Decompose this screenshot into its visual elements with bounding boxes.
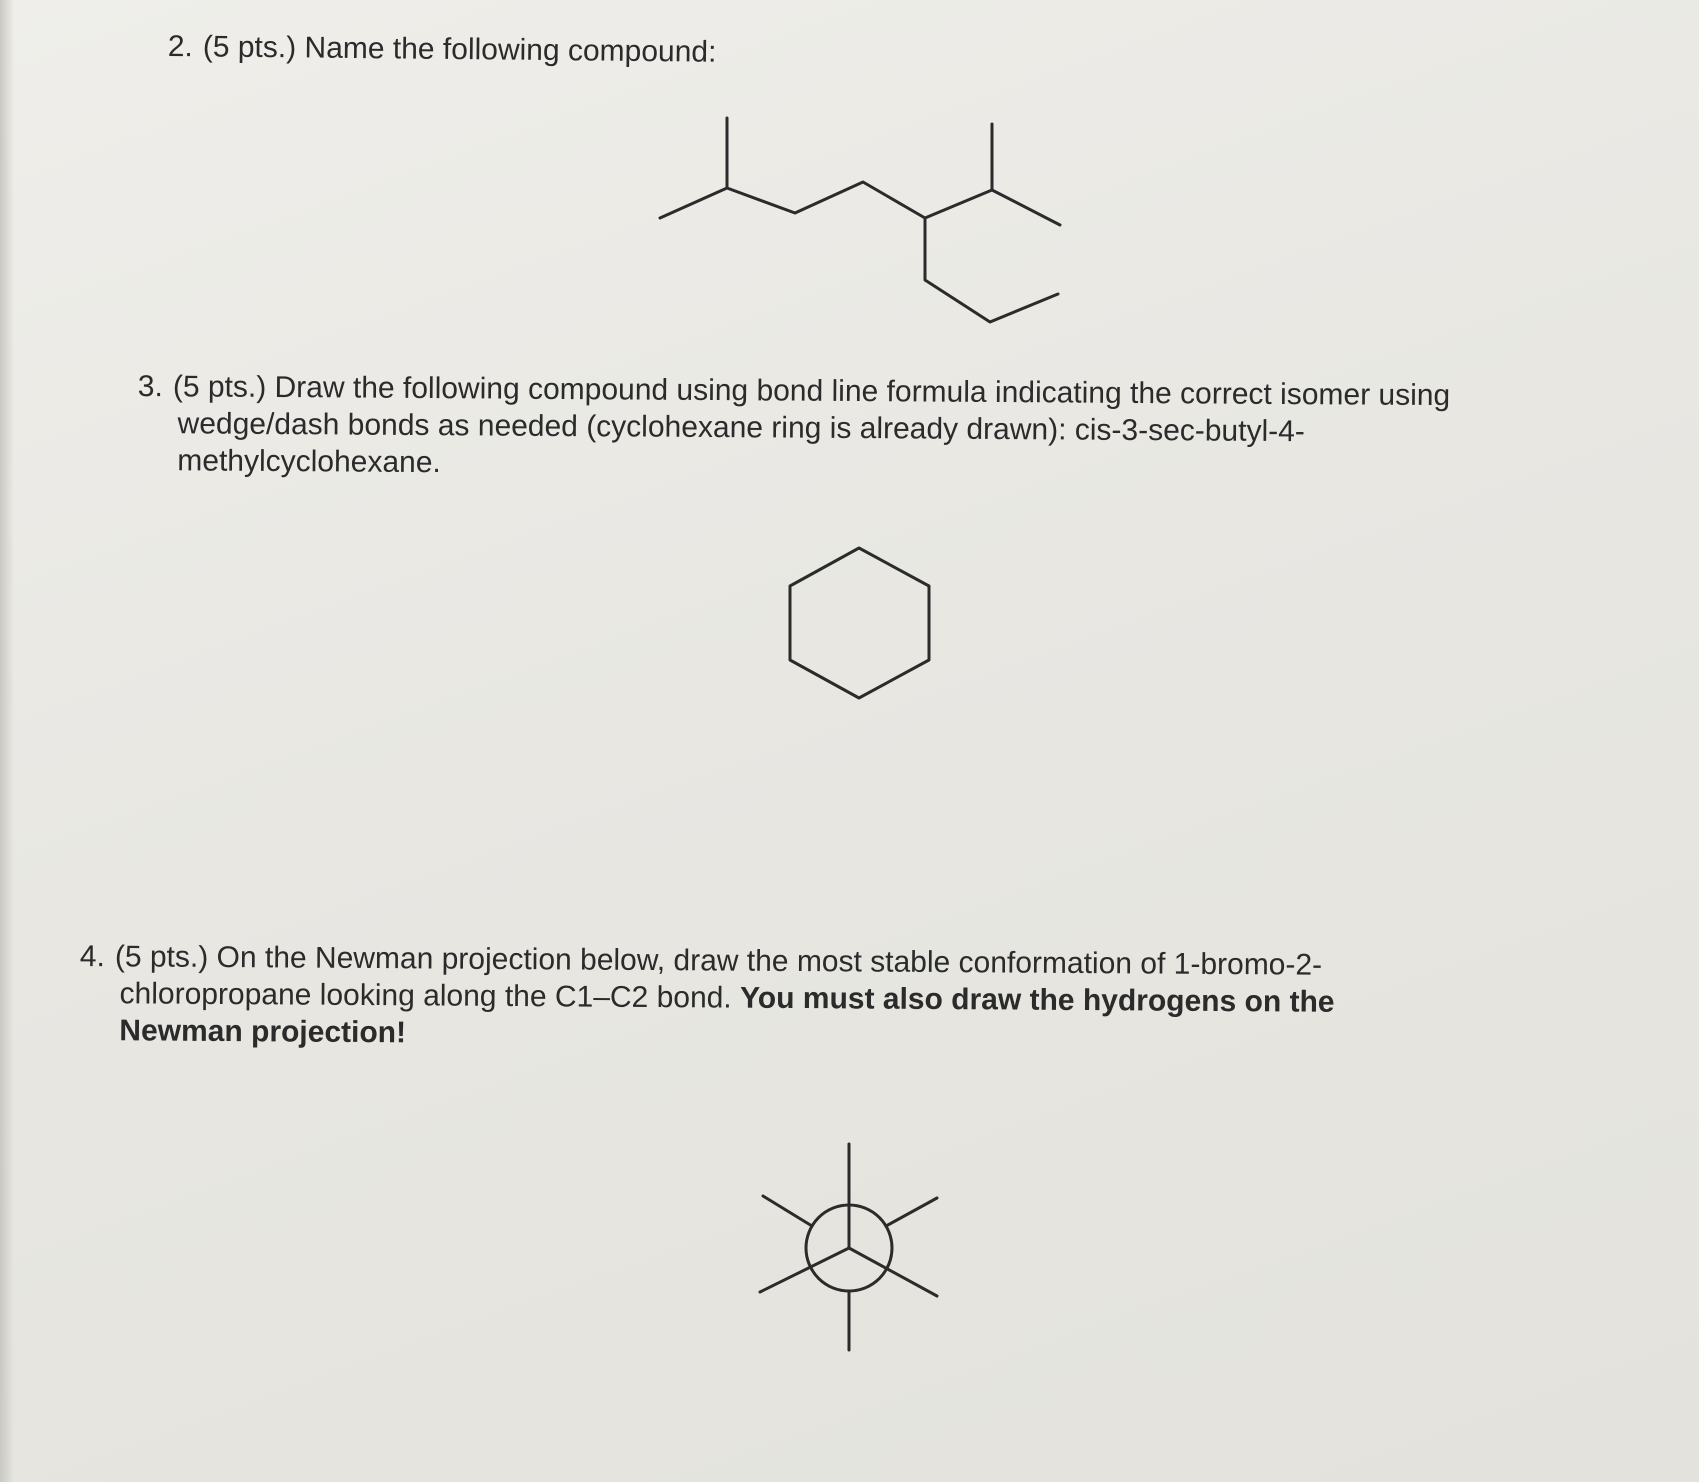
back-bond-upper-right — [886, 1198, 937, 1226]
question-4-line-3: Newman projection! — [119, 1014, 407, 1050]
question-3-line-2: wedge/dash bonds as needed (cyclohexane ring is already drawn): cis-3-sec-butyl-4- — [177, 407, 1305, 449]
q2-skeletal-structure — [660, 118, 1060, 322]
question-4-line-1-text: (5 pts.) On the Newman projection below, draw the most stable conformation of 1-bromo-2- — [114, 940, 1323, 982]
question-2-text: (5 pts.) Name the following compound: — [202, 30, 717, 69]
terminal-bond-right — [992, 190, 1060, 225]
ethyl-branch — [925, 218, 1058, 322]
question-2-number: 2. — [167, 29, 194, 64]
question-3-number: 3. — [137, 369, 164, 404]
q4-newman-projection — [760, 1144, 937, 1350]
front-bond-lower-left — [760, 1248, 849, 1292]
question-4-line-2-bold: You must also draw the hydrogens on the — [739, 981, 1335, 1019]
q3-cyclohexane-ring — [790, 548, 929, 698]
back-bond-upper-left — [763, 1196, 812, 1226]
question-3-line-1-text: (5 pts.) Draw the following compound using bond line formula indicating the correct isomer using — [172, 370, 1451, 413]
question-3-line-3: methylcyclohexane. — [177, 444, 441, 480]
question-4-line-2-plain: chloropropane looking along the C1–C2 bond. — [119, 977, 732, 1015]
main-chain-bond — [660, 182, 992, 218]
question-4-number: 4. — [79, 939, 106, 974]
